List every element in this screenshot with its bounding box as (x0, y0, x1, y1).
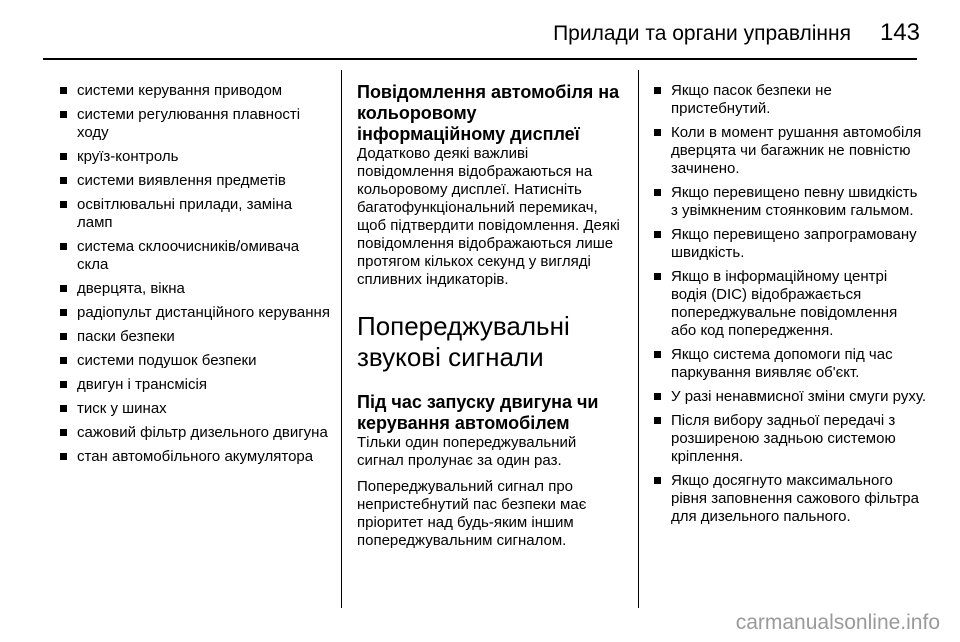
bullet-icon (60, 285, 67, 292)
list-item-text: Якщо досягнуто максимального рівня заповнення сажового фільтра для дизельного пального. (671, 472, 919, 525)
site-watermark: carmanualsonline.info (735, 611, 940, 634)
bullet-icon (60, 357, 67, 364)
list-item-text: дверцята, вікна (77, 280, 185, 297)
column-2 (357, 82, 627, 558)
list-item (60, 448, 330, 466)
system-list (60, 82, 330, 466)
list-item-text: Коли в момент рушання автомобіля дверцята чи багажник не повністю зачинено. (671, 124, 922, 177)
list-item (60, 196, 330, 232)
bullet-icon (654, 273, 661, 280)
column-divider-1 (341, 70, 342, 608)
column-1 (60, 82, 330, 472)
list-item-text: двигун і трансмісія (77, 376, 207, 393)
bullet-icon (654, 351, 661, 358)
bullet-icon (60, 429, 67, 436)
column-divider-2 (638, 70, 639, 608)
engine-start-driving-heading: Під час запуску двигуна чи керування автомобілем (357, 392, 599, 433)
list-item (654, 412, 926, 466)
list-item-text: сажовий фільтр дизельного двигуна (77, 424, 328, 441)
list-item (60, 352, 330, 370)
bullet-icon (654, 417, 661, 424)
list-item (60, 400, 330, 418)
bullet-icon (654, 393, 661, 400)
list-item-text: радіопульт дистанційного керування (77, 304, 330, 321)
page-number: 143 (879, 19, 920, 46)
list-item-text: освітлювальні прилади, заміна ламп (77, 196, 293, 231)
list-item-text: стан автомобільного акумулятора (77, 448, 314, 465)
bullet-icon (60, 243, 67, 250)
bullet-icon (60, 87, 67, 94)
list-item (654, 184, 926, 220)
bullet-icon (60, 405, 67, 412)
bullet-icon (654, 87, 661, 94)
list-item-text: Якщо перевищено певну швидкість з увімкненим стоянковим гальмом. (671, 184, 918, 219)
list-item (60, 280, 330, 298)
list-item (60, 424, 330, 442)
bullet-icon (60, 453, 67, 460)
bullet-icon (60, 333, 67, 340)
list-item-text: системи керування приводом (77, 82, 283, 99)
list-item (60, 328, 330, 346)
color-display-messages-text: Додатково деякі важливі повідомлення відображаються на кольоровому дисплеї. Натисніть багатофункціональний перемикач, щоб підтвердити повідомлення. Деякі повідомлення відображаються лише протягом кількох секунд у вигляді спливних індикаторів. (357, 145, 620, 288)
list-item (60, 82, 330, 100)
bullet-icon (60, 153, 67, 160)
bullet-icon (654, 477, 661, 484)
list-item (654, 82, 926, 118)
color-display-messages-heading: Повідомлення автомобіля на кольоровому інформаційному дисплеї (357, 82, 620, 144)
list-item (60, 148, 330, 166)
list-item (654, 268, 926, 340)
column-3 (654, 82, 926, 532)
list-item-text: системи регулювання плавності ходу (77, 106, 301, 141)
list-item-text: тиск у шинах (77, 400, 167, 417)
list-item (60, 304, 330, 322)
list-item-text: системи виявлення предметів (77, 172, 286, 189)
list-item-text: Якщо в інформаційному центрі водія (DIC) відображається попереджувальне повідомлення або код попередження. (671, 268, 898, 339)
list-item-text: У разі ненавмисної зміни смуги руху. (671, 388, 926, 405)
page-title: Прилади та органи управління (553, 22, 851, 45)
bullet-icon (60, 309, 67, 316)
header-divider (43, 58, 917, 60)
list-item-text: Якщо перевищено запрограмовану швидкість. (671, 226, 917, 261)
bullet-icon (654, 189, 661, 196)
seatbelt-priority-text: Попереджувальний сигнал про непристебнутий пас безпеки має пріоритет над будь-яким іншим попереджувальним сигналом. (357, 478, 587, 549)
bullet-icon (654, 129, 661, 136)
list-item-text: система склоочисників/омивача скла (77, 238, 300, 273)
bullet-icon (60, 201, 67, 208)
bullet-icon (60, 111, 67, 118)
single-chime-text: Тільки один попереджувальний сигнал пролунає за один раз. (357, 434, 577, 469)
list-item (60, 106, 330, 142)
list-item-text: Після вибору задньої передачі з розширеною задньою системою кріплення. (671, 412, 896, 465)
list-item (60, 238, 330, 274)
bullet-icon (654, 231, 661, 238)
list-item (60, 172, 330, 190)
list-item (654, 124, 926, 178)
warning-chimes-title: Попереджувальні звукові сигнали (357, 311, 570, 372)
list-item (654, 346, 926, 382)
list-item (654, 388, 926, 406)
list-item (60, 376, 330, 394)
list-item-text: паски безпеки (77, 328, 175, 345)
list-item-text: Якщо пасок безпеки не пристебнутий. (671, 82, 832, 117)
list-item (654, 472, 926, 526)
bullet-icon (60, 381, 67, 388)
list-item-text: Якщо система допомоги під час паркування виявляє об'єкт. (671, 346, 893, 381)
list-item-text: круїз-контроль (77, 148, 179, 165)
list-item (654, 226, 926, 262)
list-item-text: системи подушок безпеки (77, 352, 257, 369)
bullet-icon (60, 177, 67, 184)
chime-conditions-list (654, 82, 926, 526)
